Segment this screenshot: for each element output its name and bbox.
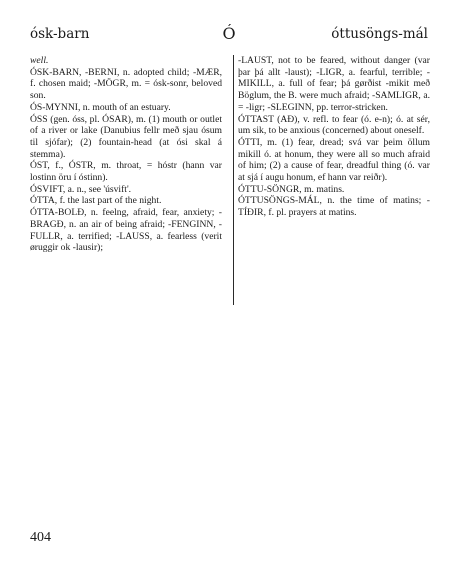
entry-ottu-songr	[238, 184, 430, 196]
entry-osvift	[30, 184, 222, 196]
entry-laust	[238, 55, 430, 114]
entry-text: ÓSVIFT, a. n., see 'úsvift'.	[30, 183, 132, 195]
left-column	[30, 55, 222, 254]
entry-text: ÓSK-BARN, -BERNI, n. adopted child; -MÆR, f. chosen maid; -MÖGR, m. = ósk-sonr, beloved son.	[30, 66, 222, 102]
running-head	[30, 26, 428, 48]
entry-otti	[238, 137, 430, 184]
entry-text: ÓTTAST (AÐ), v. refl. to fear (ó. e-n); ó. at sér, um sik, to be anxious (concerned) about oneself.	[238, 113, 430, 137]
entry-os-mynni	[30, 102, 222, 114]
entry-text: ÓS-MYNNI, n. mouth of an estuary.	[30, 101, 171, 113]
column-rule	[233, 55, 234, 305]
entry-osk-barn	[30, 67, 222, 102]
entry-text: well.	[30, 55, 49, 66]
entry-text: ÓSS (gen. óss, pl. ÓSAR), m. (1) mouth or outlet of a river or lake (Danubius fellr með sjau ósum til sjófar); (2) fountain-head (at ósi skal á stemma).	[30, 113, 222, 160]
entry-otta	[30, 195, 222, 207]
entry-text: ÓTTU-SÖNGR, m. matins.	[238, 183, 345, 195]
page-number: 404	[30, 530, 51, 545]
entry-text: ÓST, f., ÓSTR, m. throat, = hóstr (hann var lostinn öru í óstinn).	[30, 160, 222, 184]
entry-ottusongs-mal	[238, 195, 430, 218]
header-letter: Ó	[222, 24, 236, 43]
entry-text: -LAUST, not to be feared, without danger (var þar þá allt -laust); -LIGR, a. fearful, terrible; -MIKILL, a. full of fear; þá gørðist -mikit með Böglum, the B. were much afraid; -SAMLIGR, a. = -ligr; -SLEGINN, pp. terror-stricken.	[238, 55, 430, 113]
entry-continuation	[30, 55, 222, 67]
entry-ottast	[238, 114, 430, 137]
header-left-catchword: ósk-barn	[30, 26, 90, 42]
header-right-catchword: óttusöngs-mál	[331, 26, 428, 42]
entry-ost	[30, 160, 222, 183]
entry-oss	[30, 114, 222, 161]
right-column	[238, 55, 430, 219]
entry-text: ÓTTA, f. the last part of the night.	[30, 195, 162, 207]
entry-text: ÓTTI, m. (1) fear, dread; svá var þeim öllum mikill ó. at honum, they were all so much afraid of him; (2) a cause of fear, dreadful thing (ó. var at sjá í augu honum, ef hann var reiðr).	[238, 136, 430, 184]
entry-otta-bold	[30, 207, 222, 254]
entry-text: ÓTTUSÖNGS-MÁL, n. the time of matins; -TÍÐIR, f. pl. prayers at matins.	[238, 195, 430, 219]
entry-text: ÓTTA-BOLÐ, n. feelng, afraid, fear, anxiety; -BRAGÐ, n. an air of being afraid; -FENGINN, -FULLR, a. terrified; -LAUSS, a. fearless (verit øruggir ok -lausir);	[30, 207, 222, 254]
